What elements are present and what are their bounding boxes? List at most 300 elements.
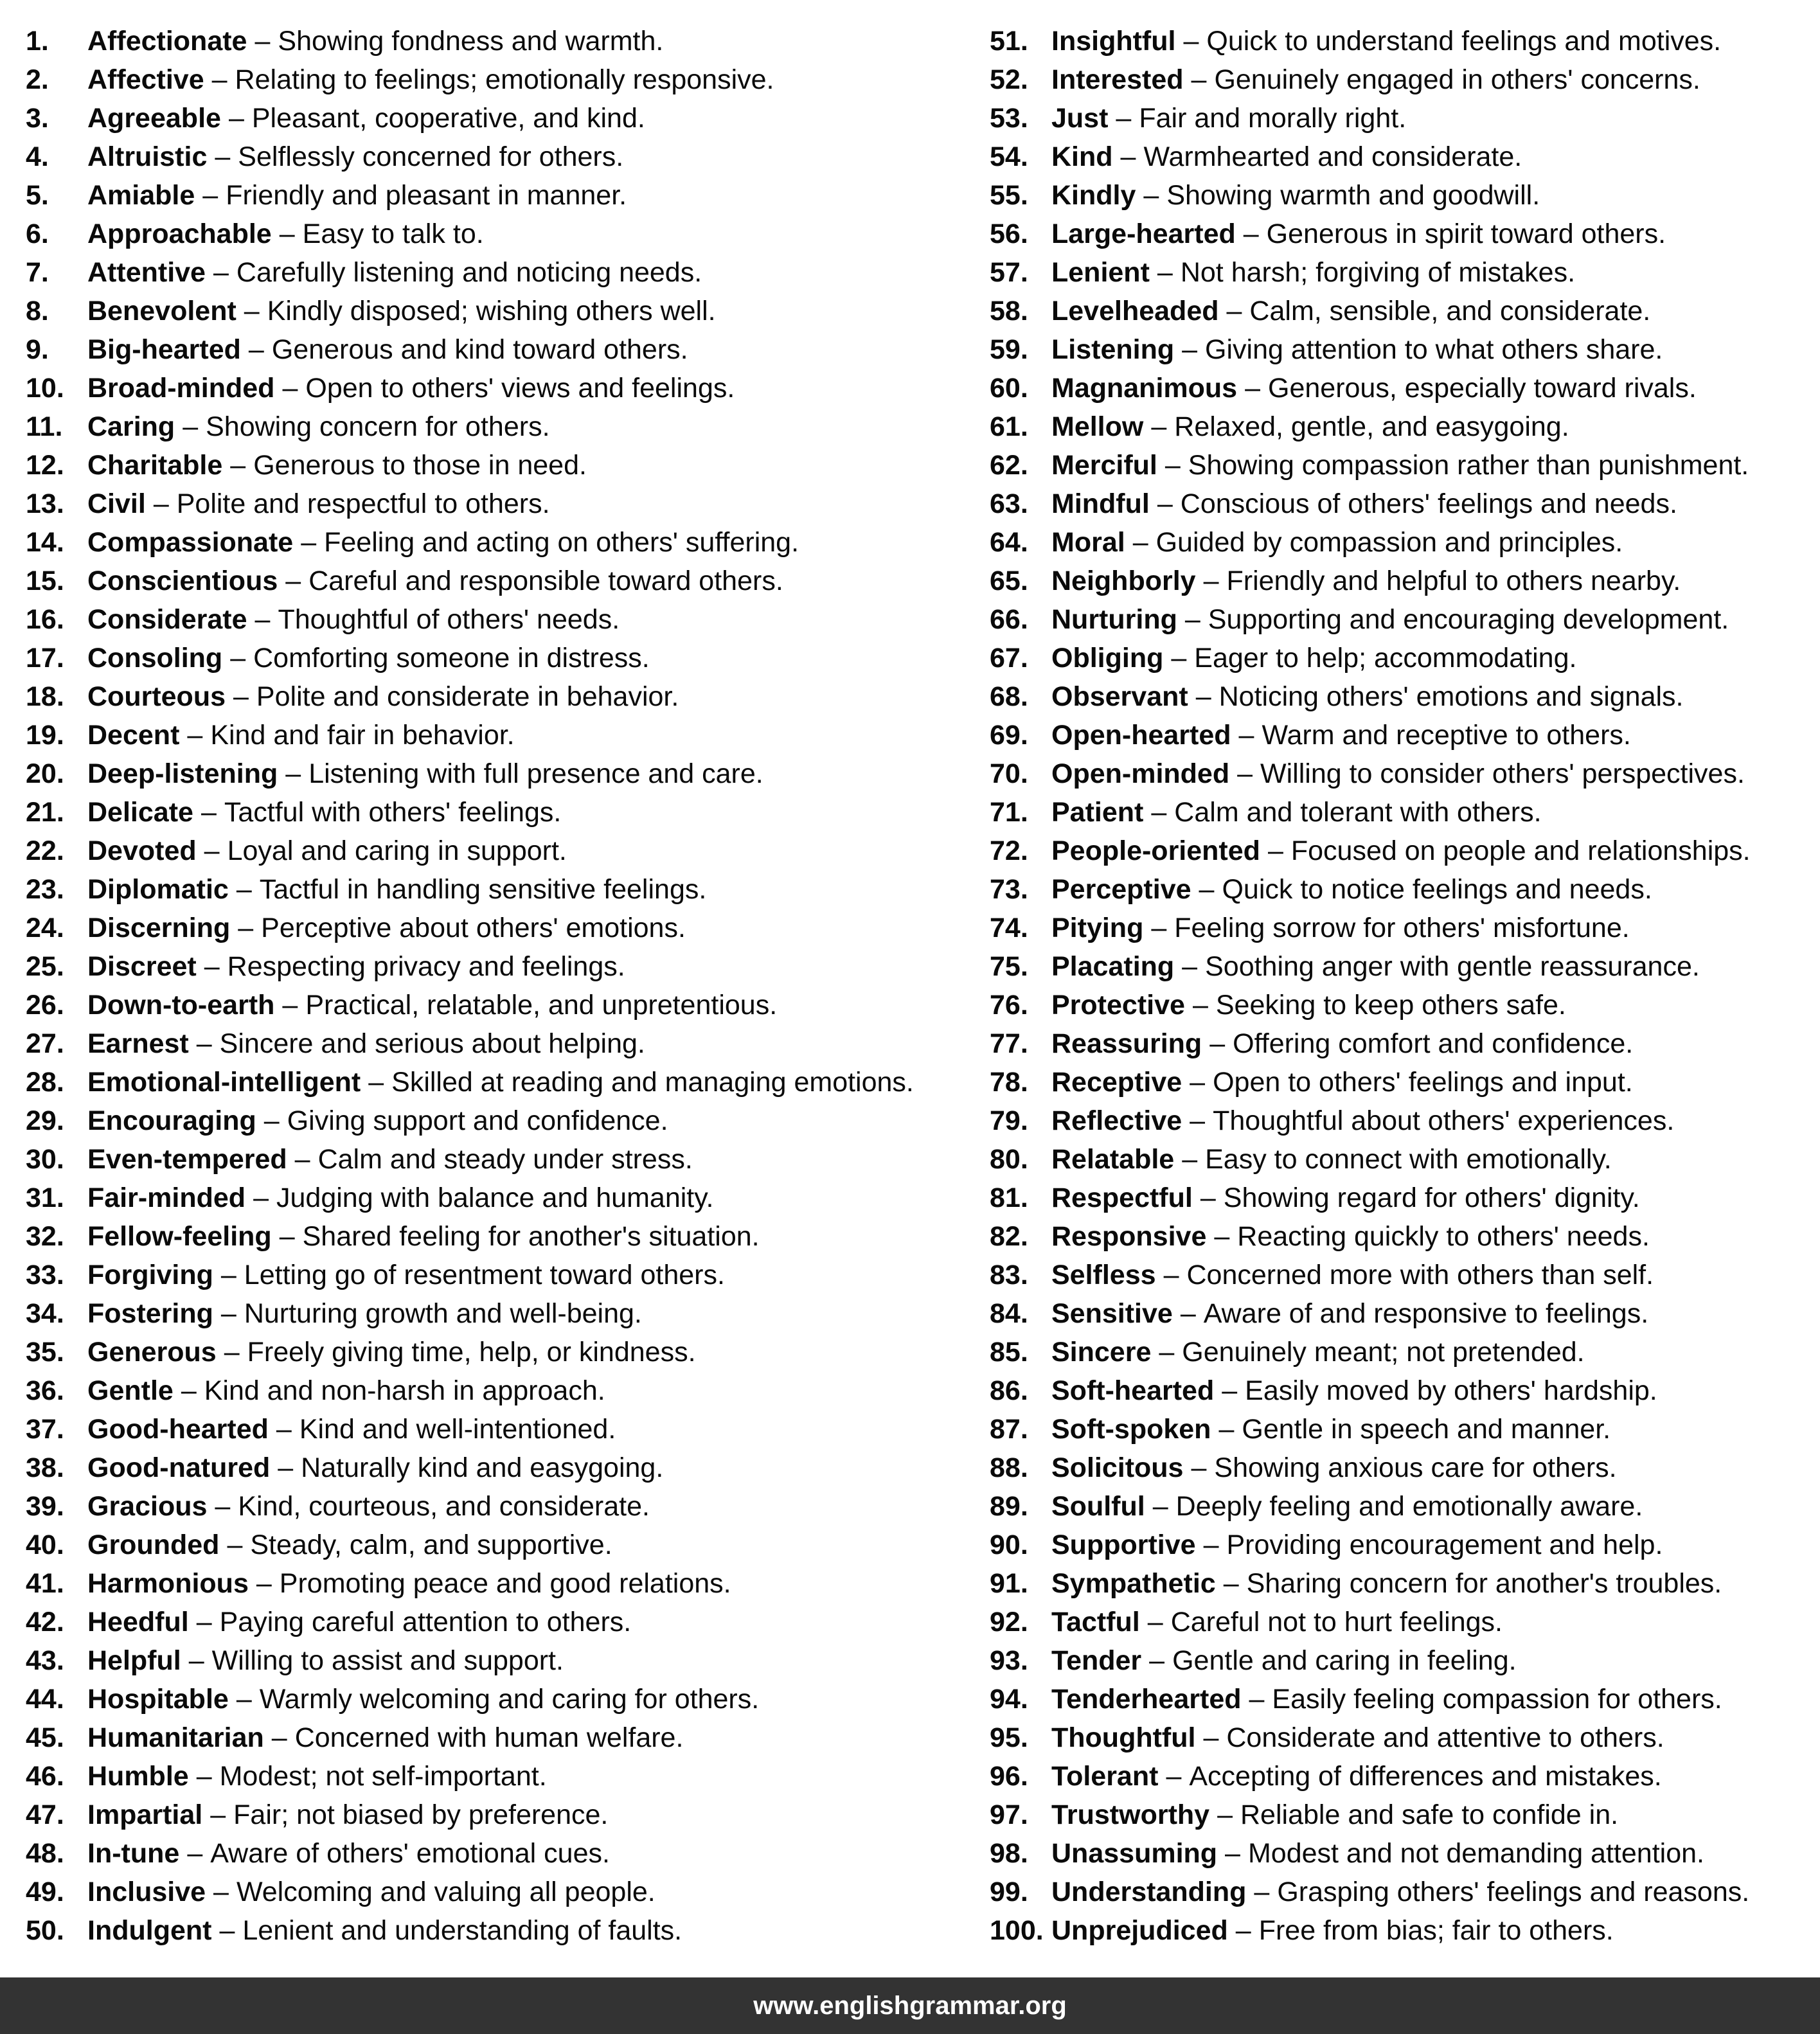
item-definition: Kind, courteous, and considerate. [238, 1491, 650, 1522]
item-word: Selfless [1051, 1260, 1156, 1290]
list-item [26, 562, 783, 600]
item-word: Understanding [1051, 1877, 1247, 1907]
item-separator: – [1200, 1182, 1216, 1213]
item-definition: Seeking to keep others safe. [1215, 990, 1566, 1021]
item-word: Patient [1051, 797, 1144, 828]
item-separator: – [1195, 681, 1211, 712]
item-number: 65. [990, 566, 1028, 596]
item-number: 88. [990, 1452, 1028, 1483]
item-word: Diplomatic [87, 874, 229, 905]
item-number: 49. [26, 1877, 64, 1907]
item-word: Fellow-feeling [87, 1221, 272, 1252]
item-number: 3. [26, 103, 49, 134]
list-item [990, 292, 1650, 330]
item-definition: Easy to talk to. [302, 219, 484, 249]
list-item [990, 485, 1677, 523]
item-separator: – [213, 1877, 229, 1907]
item-number: 25. [26, 951, 64, 982]
item-definition: Promoting peace and good relations. [279, 1568, 731, 1599]
item-definition: Selflessly concerned for others. [238, 141, 624, 172]
item-word: Magnanimous [1051, 373, 1238, 404]
item-number: 43. [26, 1645, 64, 1676]
item-separator: – [276, 1414, 292, 1445]
item-number: 15. [26, 566, 64, 596]
item-definition: Warm and receptive to others. [1262, 720, 1631, 751]
item-separator: – [220, 1298, 236, 1329]
item-separator: – [227, 1530, 243, 1560]
item-separator: – [1223, 1568, 1239, 1599]
list-item [990, 215, 1666, 253]
item-separator: – [1203, 566, 1219, 596]
item-separator: – [263, 1105, 280, 1136]
item-separator: – [220, 1260, 236, 1290]
item-number: 47. [26, 1799, 64, 1830]
item-number: 48. [26, 1838, 64, 1869]
list-item [990, 176, 1540, 215]
item-number: 59. [990, 334, 1028, 365]
item-separator: – [1235, 1915, 1251, 1946]
item-number: 69. [990, 720, 1028, 751]
list-item [26, 176, 627, 215]
item-word: Sensitive [1051, 1298, 1173, 1329]
list-item [26, 1526, 612, 1564]
item-word: Merciful [1051, 450, 1157, 481]
item-separator: – [1209, 1028, 1226, 1059]
list-item [990, 870, 1652, 909]
list-item [990, 1333, 1585, 1371]
item-number: 96. [990, 1761, 1028, 1792]
list-item [26, 1294, 642, 1333]
item-number: 58. [990, 296, 1028, 326]
item-separator: – [1203, 1530, 1219, 1560]
item-separator: – [183, 411, 199, 442]
item-separator: – [187, 1838, 203, 1869]
item-number: 54. [990, 141, 1028, 172]
item-word: Placating [1051, 951, 1175, 982]
item-separator: – [1182, 334, 1198, 365]
item-number: 75. [990, 951, 1028, 982]
item-separator: – [204, 835, 220, 866]
item-definition: Loyal and caring in support. [227, 835, 567, 866]
item-word: Reassuring [1051, 1028, 1202, 1059]
item-definition: Tactful in handling sensitive feelings. [259, 874, 707, 905]
item-word: Trustworthy [1051, 1799, 1210, 1830]
item-separator: – [1199, 874, 1215, 905]
item-separator: – [294, 1144, 310, 1175]
list-item [26, 292, 716, 330]
item-separator: – [1157, 257, 1173, 288]
item-separator: – [1120, 141, 1136, 172]
item-number: 46. [26, 1761, 64, 1792]
item-number: 8. [26, 296, 49, 326]
item-definition: Tactful with others' feelings. [224, 797, 562, 828]
list-item [990, 138, 1522, 176]
item-word: In-tune [87, 1838, 180, 1869]
item-separator: – [1183, 26, 1199, 57]
item-definition: Accepting of differences and mistakes. [1189, 1761, 1662, 1792]
item-definition: Providing encouragement and help. [1226, 1530, 1663, 1560]
item-number: 37. [26, 1414, 64, 1445]
item-number: 53. [990, 103, 1028, 134]
item-definition: Guided by compassion and principles. [1155, 527, 1623, 558]
list-item [990, 99, 1406, 138]
item-word: Respectful [1051, 1182, 1193, 1213]
item-number: 2. [26, 64, 49, 95]
item-definition: Relaxed, gentle, and easygoing. [1174, 411, 1569, 442]
item-definition: Polite and respectful to others. [176, 488, 550, 519]
item-number: 17. [26, 643, 64, 674]
item-word: Impartial [87, 1799, 203, 1830]
list-item [26, 1449, 663, 1487]
list-item [990, 60, 1700, 99]
item-word: Unassuming [1051, 1838, 1218, 1869]
item-number: 21. [26, 797, 64, 828]
item-word: Soft-spoken [1051, 1414, 1211, 1445]
item-separator: – [285, 566, 301, 596]
item-word: Lenient [1051, 257, 1150, 288]
item-definition: Noticing others' emotions and signals. [1218, 681, 1684, 712]
list-item [990, 1603, 1503, 1641]
list-item [990, 1757, 1662, 1796]
item-word: Mellow [1051, 411, 1144, 442]
item-definition: Kindly disposed; wishing others well. [267, 296, 716, 326]
item-definition: Warmhearted and considerate. [1143, 141, 1522, 172]
list-item [26, 407, 550, 446]
item-number: 100. [990, 1915, 1044, 1946]
list-item [26, 1603, 631, 1641]
item-number: 1. [26, 26, 49, 57]
list-item [26, 986, 777, 1024]
item-definition: Considerate and attentive to others. [1226, 1722, 1664, 1753]
item-definition: Open to others' views and feelings. [305, 373, 735, 404]
item-separator: – [256, 1568, 272, 1599]
item-separator: – [282, 373, 298, 404]
list-item [26, 1063, 914, 1102]
item-number: 72. [990, 835, 1028, 866]
item-word: Tactful [1051, 1607, 1140, 1637]
item-definition: Easily feeling compassion for others. [1272, 1684, 1722, 1715]
item-separator: – [1245, 373, 1260, 404]
item-definition: Steady, calm, and supportive. [250, 1530, 612, 1560]
list-item [26, 1680, 759, 1718]
item-separator: – [219, 1915, 235, 1946]
item-number: 81. [990, 1182, 1028, 1213]
item-word: Responsive [1051, 1221, 1207, 1252]
item-number: 52. [990, 64, 1028, 95]
list-item [990, 909, 1630, 947]
item-separator: – [215, 1491, 231, 1522]
item-word: Thoughtful [1051, 1722, 1196, 1753]
item-word: Mindful [1051, 488, 1150, 519]
item-number: 93. [990, 1645, 1028, 1676]
item-word: Inclusive [87, 1877, 206, 1907]
item-definition: Showing concern for others. [206, 411, 550, 442]
item-separator: – [1218, 1414, 1235, 1445]
item-definition: Offering comfort and confidence. [1233, 1028, 1634, 1059]
item-separator: – [1217, 1799, 1233, 1830]
item-word: Down-to-earth [87, 990, 275, 1021]
list-item [990, 330, 1663, 369]
item-separator: – [153, 488, 169, 519]
item-word: Devoted [87, 835, 197, 866]
item-definition: Easy to connect with emotionally. [1205, 1144, 1612, 1175]
item-word: Tender [1051, 1645, 1142, 1676]
list-item [26, 1834, 610, 1873]
item-word: Encouraging [87, 1105, 256, 1136]
item-word: Helpful [87, 1645, 181, 1676]
item-separator: – [1171, 643, 1187, 674]
item-definition: Carefully listening and noticing needs. [236, 257, 702, 288]
item-separator: – [1116, 103, 1132, 134]
item-number: 63. [990, 488, 1028, 519]
item-number: 94. [990, 1684, 1028, 1715]
item-word: Moral [1051, 527, 1125, 558]
item-number: 76. [990, 990, 1028, 1021]
list-item [26, 1333, 696, 1371]
list-item [990, 1641, 1517, 1680]
item-definition: Quick to understand feelings and motives. [1206, 26, 1722, 57]
item-separator: – [253, 1182, 269, 1213]
item-number: 98. [990, 1838, 1028, 1869]
item-definition: Conscious of others' feelings and needs. [1180, 488, 1677, 519]
item-separator: – [1184, 604, 1200, 635]
item-number: 11. [26, 411, 63, 442]
item-word: Sympathetic [1051, 1568, 1216, 1599]
list-item [990, 1256, 1654, 1294]
item-separator: – [1191, 64, 1207, 95]
item-separator: – [1222, 1375, 1238, 1406]
list-item [26, 1718, 683, 1757]
list-item [990, 1873, 1749, 1911]
list-item [26, 793, 561, 832]
item-definition: Pleasant, cooperative, and kind. [251, 103, 645, 134]
item-number: 70. [990, 758, 1028, 789]
list-item [990, 1796, 1618, 1834]
list-item [990, 446, 1749, 485]
item-definition: Sharing concern for another's troubles. [1246, 1568, 1722, 1599]
item-word: Soulful [1051, 1491, 1145, 1522]
item-word: Humble [87, 1761, 189, 1792]
item-definition: Kind and well-intentioned. [299, 1414, 616, 1445]
item-number: 4. [26, 141, 49, 172]
item-word: Receptive [1051, 1067, 1182, 1098]
item-definition: Practical, relatable, and unpretentious. [305, 990, 778, 1021]
item-number: 12. [26, 450, 64, 481]
item-number: 64. [990, 527, 1028, 558]
item-separator: – [1151, 411, 1167, 442]
item-number: 22. [26, 835, 64, 866]
item-number: 55. [990, 180, 1028, 211]
item-separator: – [1182, 1144, 1198, 1175]
item-word: Emotional-intelligent [87, 1067, 361, 1098]
item-word: Charitable [87, 450, 223, 481]
item-word: Levelheaded [1051, 296, 1219, 326]
item-definition: Feeling and acting on others' suffering. [324, 527, 799, 558]
item-number: 62. [990, 450, 1028, 481]
item-number: 97. [990, 1799, 1028, 1830]
item-word: People-oriented [1051, 835, 1260, 866]
item-number: 86. [990, 1375, 1028, 1406]
item-separator: – [213, 257, 229, 288]
item-definition: Calm and tolerant with others. [1174, 797, 1542, 828]
item-word: Soft-hearted [1051, 1375, 1215, 1406]
item-number: 51. [990, 26, 1028, 57]
item-word: Grounded [87, 1530, 220, 1560]
list-item [26, 330, 688, 369]
item-word: Obliging [1051, 643, 1164, 674]
item-separator: – [1190, 1067, 1206, 1098]
item-number: 39. [26, 1491, 64, 1522]
item-definition: Not harsh; forgiving of mistakes. [1180, 257, 1576, 288]
item-separator: – [1237, 758, 1253, 789]
list-item [26, 1641, 564, 1680]
item-separator: – [233, 681, 249, 712]
item-separator: – [230, 643, 246, 674]
list-item [26, 22, 663, 60]
list-item [26, 1179, 713, 1217]
item-definition: Aware of and responsive to feelings. [1203, 1298, 1649, 1329]
item-number: 87. [990, 1414, 1028, 1445]
item-separator: – [1249, 1684, 1265, 1715]
item-separator: – [1182, 951, 1198, 982]
item-number: 79. [990, 1105, 1028, 1136]
list-item [26, 1873, 656, 1911]
item-definition: Naturally kind and easygoing. [301, 1452, 664, 1483]
item-number: 40. [26, 1530, 64, 1560]
list-item [26, 1487, 650, 1526]
item-definition: Fair; not biased by preference. [233, 1799, 609, 1830]
list-item [990, 754, 1745, 793]
footer-bar [0, 1977, 1820, 2034]
item-definition: Showing fondness and warmth. [278, 26, 664, 57]
item-separator: – [301, 527, 317, 558]
item-separator: – [236, 874, 252, 905]
item-separator: – [1190, 1105, 1206, 1136]
item-word: Protective [1051, 990, 1185, 1021]
item-word: Amiable [87, 180, 195, 211]
list-item [990, 1024, 1633, 1063]
item-word: Nurturing [1051, 604, 1177, 635]
item-definition: Genuinely engaged in others' concerns. [1214, 64, 1700, 95]
list-item [990, 1718, 1664, 1757]
item-separator: – [1159, 1337, 1175, 1368]
item-word: Humanitarian [87, 1722, 264, 1753]
item-definition: Concerned with human welfare. [294, 1722, 684, 1753]
item-separator: – [368, 1067, 384, 1098]
item-separator: – [254, 604, 271, 635]
item-separator: – [196, 1028, 212, 1059]
item-number: 90. [990, 1530, 1028, 1560]
list-item [26, 215, 484, 253]
item-word: Listening [1051, 334, 1175, 365]
item-word: Tenderhearted [1051, 1684, 1242, 1715]
item-separator: – [1164, 450, 1181, 481]
list-item [26, 523, 799, 562]
item-separator: – [279, 1221, 295, 1252]
item-number: 89. [990, 1491, 1028, 1522]
item-definition: Paying careful attention to others. [219, 1607, 632, 1637]
list-item [990, 1063, 1633, 1102]
item-definition: Shared feeling for another's situation. [302, 1221, 760, 1252]
item-definition: Reliable and safe to confide in. [1240, 1799, 1619, 1830]
item-definition: Soothing anger with gentle reassurance. [1205, 951, 1700, 982]
item-word: Perceptive [1051, 874, 1191, 905]
item-number: 35. [26, 1337, 64, 1368]
item-number: 13. [26, 488, 64, 519]
item-number: 16. [26, 604, 64, 635]
item-word: Civil [87, 488, 146, 519]
item-number: 28. [26, 1067, 64, 1098]
item-separator: – [1203, 1722, 1219, 1753]
item-separator: – [236, 1684, 252, 1715]
item-word: Unprejudiced [1051, 1915, 1228, 1946]
item-word: Solicitous [1051, 1452, 1184, 1483]
list-item [26, 1410, 616, 1449]
item-separator: – [1267, 835, 1283, 866]
list-item [26, 60, 774, 99]
list-item [990, 1410, 1610, 1449]
item-number: 34. [26, 1298, 64, 1329]
item-number: 83. [990, 1260, 1028, 1290]
item-separator: – [196, 1607, 212, 1637]
item-definition: Open to others' feelings and input. [1213, 1067, 1633, 1098]
item-definition: Generous and kind toward others. [271, 334, 688, 365]
item-definition: Perceptive about others' emotions. [261, 913, 686, 943]
list-item [26, 1217, 760, 1256]
item-definition: Thoughtful about others' experiences. [1213, 1105, 1675, 1136]
item-number: 18. [26, 681, 64, 712]
item-separator: – [224, 1337, 240, 1368]
item-word: Compassionate [87, 527, 294, 558]
item-definition: Willing to assist and support. [211, 1645, 564, 1676]
item-number: 61. [990, 411, 1028, 442]
item-number: 68. [990, 681, 1028, 712]
list-item [990, 562, 1681, 600]
item-word: Gracious [87, 1491, 208, 1522]
item-definition: Thoughtful of others' needs. [278, 604, 620, 635]
item-number: 95. [990, 1722, 1028, 1753]
list-item [990, 1564, 1722, 1603]
item-separator: – [1152, 1491, 1168, 1522]
item-definition: Sincere and serious about helping. [219, 1028, 645, 1059]
item-word: Kind [1051, 141, 1113, 172]
item-definition: Quick to notice feelings and needs. [1222, 874, 1652, 905]
list-item [26, 1140, 693, 1179]
item-word: Earnest [87, 1028, 189, 1059]
item-number: 29. [26, 1105, 64, 1136]
list-item [26, 677, 679, 716]
list-item [26, 1102, 668, 1140]
item-number: 74. [990, 913, 1028, 943]
item-definition: Kind and non-harsh in approach. [204, 1375, 605, 1406]
list-item [990, 639, 1576, 677]
item-definition: Freely giving time, help, or kindness. [247, 1337, 696, 1368]
item-number: 23. [26, 874, 64, 905]
item-separator: – [1214, 1221, 1230, 1252]
item-word: Good-hearted [87, 1414, 269, 1445]
item-definition: Welcoming and valuing all people. [236, 1877, 656, 1907]
item-number: 7. [26, 257, 49, 288]
list-item [26, 253, 702, 292]
item-definition: Feeling sorrow for others' misfortune. [1174, 913, 1630, 943]
item-word: Affectionate [87, 26, 247, 57]
item-word: Broad-minded [87, 373, 275, 404]
item-word: Kindly [1051, 180, 1136, 211]
item-number: 20. [26, 758, 64, 789]
list-item [26, 716, 515, 754]
item-number: 67. [990, 643, 1028, 674]
footer-url[interactable]: www.englishgrammar.org [753, 1992, 1067, 2020]
